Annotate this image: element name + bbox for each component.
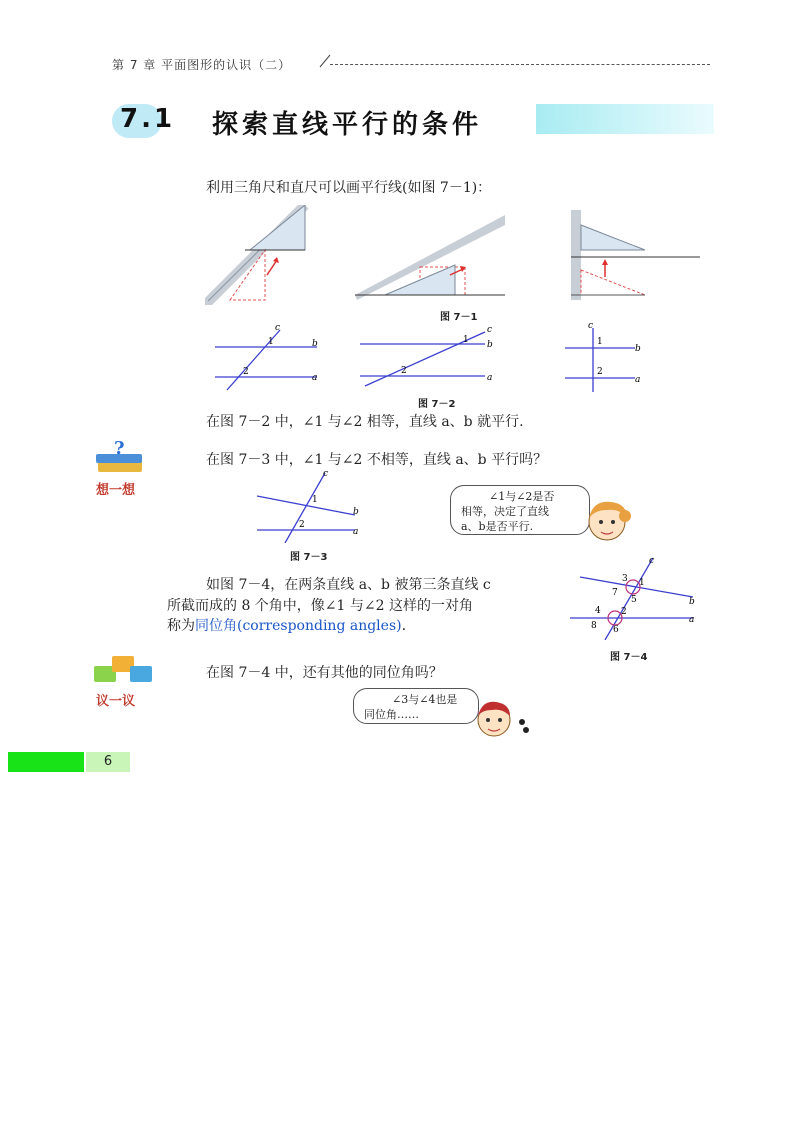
fig3-label-a: a bbox=[353, 527, 359, 537]
definition-suffix: . bbox=[401, 618, 407, 634]
paragraph-definition-line3 bbox=[167, 615, 406, 635]
fig2c-label-a: a bbox=[635, 375, 641, 385]
fig2b-label-c: c bbox=[487, 325, 493, 335]
header-slash bbox=[318, 52, 332, 68]
bubble2-line1: ∠3与∠4也是 bbox=[392, 693, 458, 706]
fig2c-label-2: 2 bbox=[597, 367, 603, 377]
paragraph-definition-line2: 所截而成的 8 个角中，像∠1 与∠2 这样的一对角 bbox=[167, 598, 473, 614]
fig2b-label-b: b bbox=[487, 340, 493, 350]
discuss-icon bbox=[92, 652, 154, 688]
fig4-label-8: 8 bbox=[591, 621, 597, 631]
fig4-label-a: a bbox=[689, 615, 695, 625]
intro-text: 利用三角尺和直尺可以画平行线(如图 7－1)： bbox=[206, 180, 492, 196]
section-number: 7.1 bbox=[120, 104, 176, 134]
page-number: 6 bbox=[86, 752, 130, 772]
section-title-bar bbox=[536, 104, 714, 134]
fig2a-label-c: c bbox=[275, 323, 281, 333]
bubble1-line3: a、b是否平行. bbox=[461, 520, 534, 533]
fig3-label-c: c bbox=[323, 469, 329, 479]
paragraph-definition-line1: 如图 7－4，在两条直线 a、b 被第三条直线 c bbox=[206, 577, 491, 593]
set-square-drawing-middle bbox=[355, 215, 505, 300]
section-title: 探索直线平行的条件 bbox=[212, 110, 483, 140]
fig4-label-4: 4 bbox=[595, 606, 601, 616]
paragraph-equal-angles: 在图 7－2 中，∠1 与∠2 相等，直线 a、b 就平行. bbox=[206, 414, 524, 430]
set-square-drawing-left bbox=[205, 205, 305, 305]
fig2c-label-1: 1 bbox=[597, 337, 603, 347]
girl-cartoon-icon bbox=[583, 494, 635, 544]
fig2b-label-2: 2 bbox=[401, 366, 407, 376]
definition-prefix: 称为 bbox=[167, 618, 195, 634]
fig4-label-5: 5 bbox=[631, 595, 637, 605]
header-divider bbox=[330, 64, 710, 65]
chapter-header: 第 7 章 平面图形的认识（二） bbox=[112, 58, 292, 72]
paragraph-unequal-angles: 在图 7－3 中，∠1 与∠2 不相等，直线 a、b 平行吗？ bbox=[206, 452, 548, 468]
fig2c-label-c: c bbox=[588, 321, 594, 331]
fig3-label-1: 1 bbox=[312, 495, 318, 505]
fig4-label-6: 6 bbox=[613, 625, 619, 635]
fig4-label-c: c bbox=[649, 556, 655, 566]
fig2a-label-1: 1 bbox=[268, 337, 274, 347]
thought-bubble-1 bbox=[450, 485, 590, 535]
footer-bar bbox=[8, 752, 84, 772]
bubble1-line1: ∠1与∠2是否 bbox=[489, 490, 555, 503]
think-badge-label: 想一想 bbox=[96, 483, 136, 498]
fig2c-label-b: b bbox=[635, 344, 641, 354]
fig4-label-2: 2 bbox=[621, 607, 627, 617]
fig4-label-b: b bbox=[689, 597, 695, 607]
discuss-badge-label: 议一议 bbox=[96, 694, 136, 709]
boy-cartoon-icon bbox=[472, 696, 532, 738]
svg-text:?: ? bbox=[114, 440, 125, 459]
fig3-label-b: b bbox=[353, 507, 359, 517]
fig2a-label-b: b bbox=[312, 339, 318, 349]
fig4-label-3: 3 bbox=[622, 574, 628, 584]
fig4-label-7: 7 bbox=[612, 588, 618, 598]
fig4-label-1: 1 bbox=[639, 578, 645, 588]
set-square-drawing-right bbox=[571, 210, 700, 300]
bubble1-line2: 相等，决定了直线 bbox=[461, 505, 549, 518]
paragraph-other-angles: 在图 7－4 中，还有其他的同位角吗？ bbox=[206, 665, 443, 681]
figure-7-4-diagram bbox=[565, 555, 705, 640]
fig3-label-2: 2 bbox=[299, 520, 305, 530]
fig2b-label-1: 1 bbox=[463, 335, 469, 345]
figure-7-1-drawings bbox=[205, 205, 705, 305]
figure-7-2-caption: 图 7－2 bbox=[418, 399, 456, 410]
figure-7-1-caption: 图 7－1 bbox=[440, 312, 478, 323]
thought-bubble-2 bbox=[353, 688, 479, 724]
figure-7-3-caption: 图 7－3 bbox=[290, 552, 328, 563]
figure-7-3-diagram bbox=[255, 468, 370, 543]
fig2a-label-2: 2 bbox=[243, 367, 249, 377]
fig2b-label-a: a bbox=[487, 373, 493, 383]
fig2a-label-a: a bbox=[312, 373, 318, 383]
definition-term: 同位角(corresponding angles) bbox=[195, 618, 402, 634]
bubble2-line2: 同位角…… bbox=[364, 708, 419, 721]
figure-7-4-caption: 图 7－4 bbox=[610, 652, 648, 663]
think-icon bbox=[92, 440, 152, 482]
figure-7-2-diagrams bbox=[205, 320, 655, 392]
